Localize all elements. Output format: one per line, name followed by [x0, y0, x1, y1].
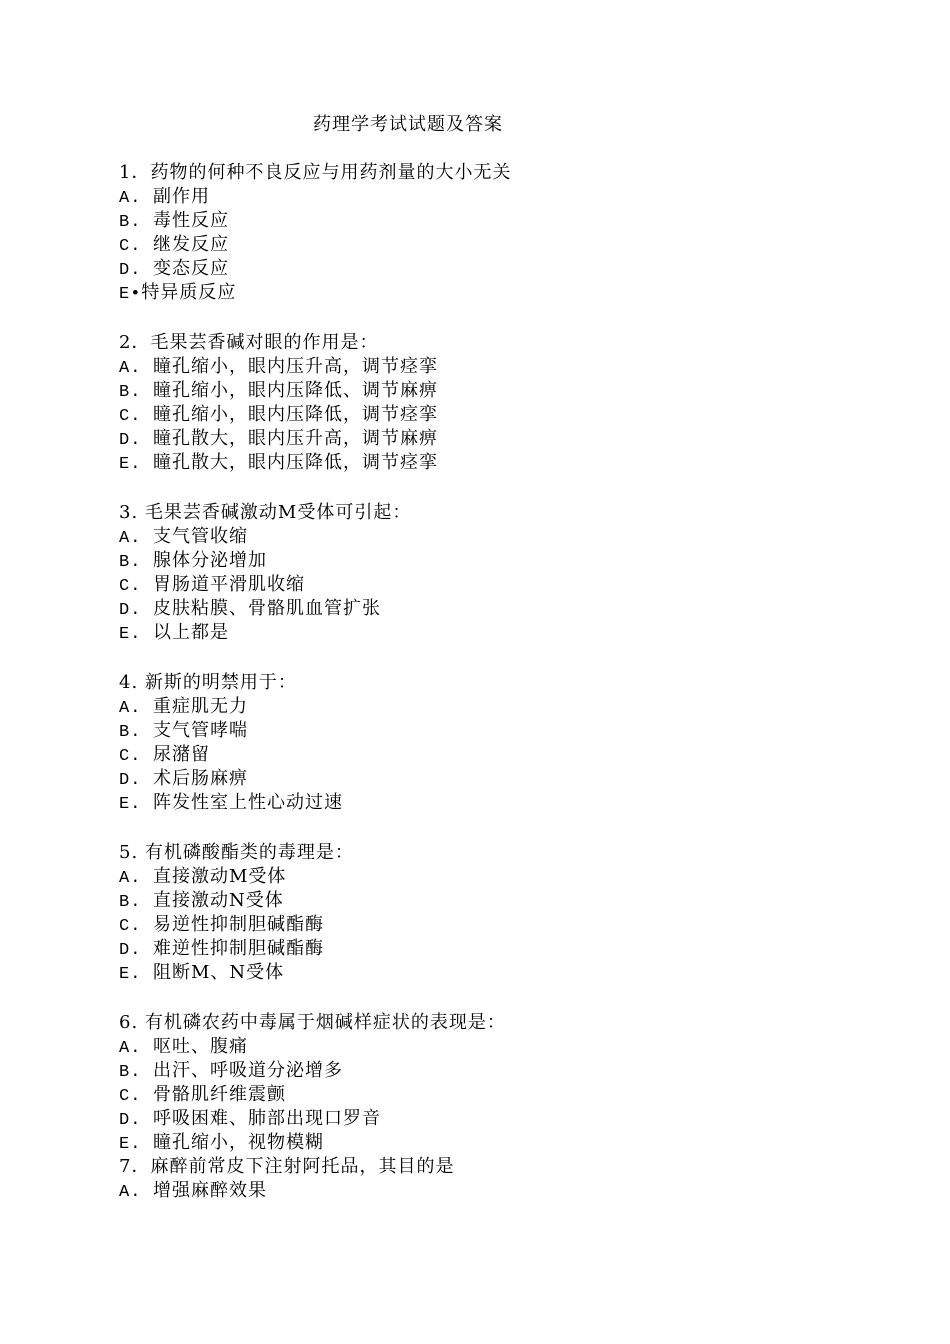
option-letter: B. [119, 553, 142, 572]
option-text: 直接激动N受体 [153, 890, 284, 911]
option-letter: E• [119, 285, 142, 304]
option-text: 支气管收缩 [153, 526, 248, 547]
option-c [119, 233, 879, 257]
option-letter: D. [119, 771, 142, 790]
option-a [119, 1035, 879, 1059]
option-a [119, 355, 879, 379]
option-text: 呼吸困难、肺部出现口罗音 [153, 1108, 381, 1129]
option-c [119, 743, 879, 767]
option-letter: A. [119, 869, 142, 888]
option-d [119, 767, 879, 791]
option-text: 尿潴留 [153, 744, 210, 765]
document-title: 药理学考试试题及答案 [313, 114, 503, 135]
option-c [119, 913, 879, 937]
option-letter: C. [119, 1087, 142, 1106]
option-text: 变态反应 [153, 258, 229, 279]
option-letter: B. [119, 893, 142, 912]
question-stem: 4. 新斯的明禁用于： [119, 672, 297, 693]
question-stem: 1．药物的何种不良反应与用药剂量的大小无关 [119, 162, 512, 183]
option-letter: A. [119, 1039, 142, 1058]
option-a [119, 525, 879, 549]
option-text: 呕吐、腹痛 [153, 1036, 248, 1057]
option-letter: D. [119, 431, 142, 450]
option-letter: C. [119, 747, 142, 766]
option-text: 增强麻醉效果 [153, 1180, 267, 1201]
option-text: 阵发性室上性心动过速 [153, 792, 343, 813]
option-letter: E. [119, 455, 142, 474]
option-a [119, 695, 879, 719]
option-text: 瞳孔缩小，视物模糊 [153, 1132, 324, 1153]
option-letter: B. [119, 213, 142, 232]
option-letter: E. [119, 965, 142, 984]
option-text: 继发反应 [153, 234, 229, 255]
option-e [119, 961, 879, 985]
option-letter: A. [119, 359, 142, 378]
option-letter: D. [119, 1111, 142, 1130]
option-letter: D. [119, 261, 142, 280]
option-c [119, 573, 879, 597]
option-letter: C. [119, 407, 142, 426]
option-text: 瞳孔缩小，眼内压降低、调节麻痹 [153, 380, 438, 401]
option-e [119, 1131, 879, 1155]
option-text: 阻断M、N受体 [153, 962, 285, 983]
option-letter: C. [119, 577, 142, 596]
question-stem: 6. 有机磷农药中毒属于烟碱样症状的表现是： [119, 1012, 506, 1033]
option-letter: B. [119, 1063, 142, 1082]
option-letter: D. [119, 941, 142, 960]
question-list [119, 161, 879, 1203]
option-text: 瞳孔散大，眼内压升高，调节麻痹 [153, 428, 438, 449]
question-6 [119, 1011, 879, 1155]
option-e [119, 621, 879, 645]
option-text: 支气管哮喘 [153, 720, 248, 741]
option-letter: B. [119, 383, 142, 402]
option-letter: C. [119, 917, 142, 936]
option-e [119, 451, 879, 475]
option-d [119, 257, 879, 281]
question-stem: 5. 有机磷酸酯类的毒理是： [119, 842, 354, 863]
option-text: 出汗、呼吸道分泌增多 [153, 1060, 343, 1081]
question-stem: 7．麻醉前常皮下注射阿托品，其目的是 [119, 1156, 455, 1177]
option-b [119, 719, 879, 743]
option-letter: A. [119, 699, 142, 718]
option-letter: D. [119, 601, 142, 620]
option-text: 皮肤粘膜、骨骼肌血管扩张 [153, 598, 381, 619]
option-text: 瞳孔缩小，眼内压降低，调节痉挛 [153, 404, 438, 425]
option-text: 直接激动M受体 [153, 866, 287, 887]
option-d [119, 937, 879, 961]
option-letter: E. [119, 1135, 142, 1154]
question-3 [119, 501, 879, 645]
option-text: 瞳孔散大，眼内压降低，调节痉挛 [153, 452, 438, 473]
option-letter: A. [119, 189, 142, 208]
option-text: 毒性反应 [153, 210, 229, 231]
option-letter: C. [119, 237, 142, 256]
option-letter: A. [119, 1183, 142, 1202]
option-d [119, 1107, 879, 1131]
option-b [119, 549, 879, 573]
option-b [119, 1059, 879, 1083]
option-text: 术后肠麻痹 [153, 768, 248, 789]
question-stem: 3. 毛果芸香碱激动M受体可引起： [119, 502, 412, 523]
option-text: 重症肌无力 [153, 696, 248, 717]
option-a [119, 185, 879, 209]
option-b [119, 379, 879, 403]
option-text: 腺体分泌增加 [153, 550, 267, 571]
question-4 [119, 671, 879, 815]
option-a [119, 865, 879, 889]
option-text: 胃肠道平滑肌收缩 [153, 574, 305, 595]
question-1 [119, 161, 879, 305]
question-7 [119, 1155, 879, 1203]
option-b [119, 889, 879, 913]
option-e [119, 281, 879, 305]
option-letter: E. [119, 625, 142, 644]
option-text: 瞳孔缩小，眼内压升高，调节痉挛 [153, 356, 438, 377]
option-c [119, 403, 879, 427]
option-text: 难逆性抑制胆碱酯酶 [153, 938, 324, 959]
option-e [119, 791, 879, 815]
question-stem: 2．毛果芸香碱对眼的作用是： [119, 332, 379, 353]
question-2 [119, 331, 879, 475]
option-c [119, 1083, 879, 1107]
option-letter: A. [119, 529, 142, 548]
option-letter: E. [119, 795, 142, 814]
option-text: 特异质反应 [141, 282, 237, 303]
option-a [119, 1179, 879, 1203]
option-b [119, 209, 879, 233]
option-text: 副作用 [153, 186, 210, 207]
option-d [119, 597, 879, 621]
option-letter: B. [119, 723, 142, 742]
option-d [119, 427, 879, 451]
option-text: 骨骼肌纤维震颤 [153, 1084, 286, 1105]
option-text: 易逆性抑制胆碱酯酶 [153, 914, 324, 935]
option-text: 以上都是 [153, 622, 229, 643]
question-5 [119, 841, 879, 985]
